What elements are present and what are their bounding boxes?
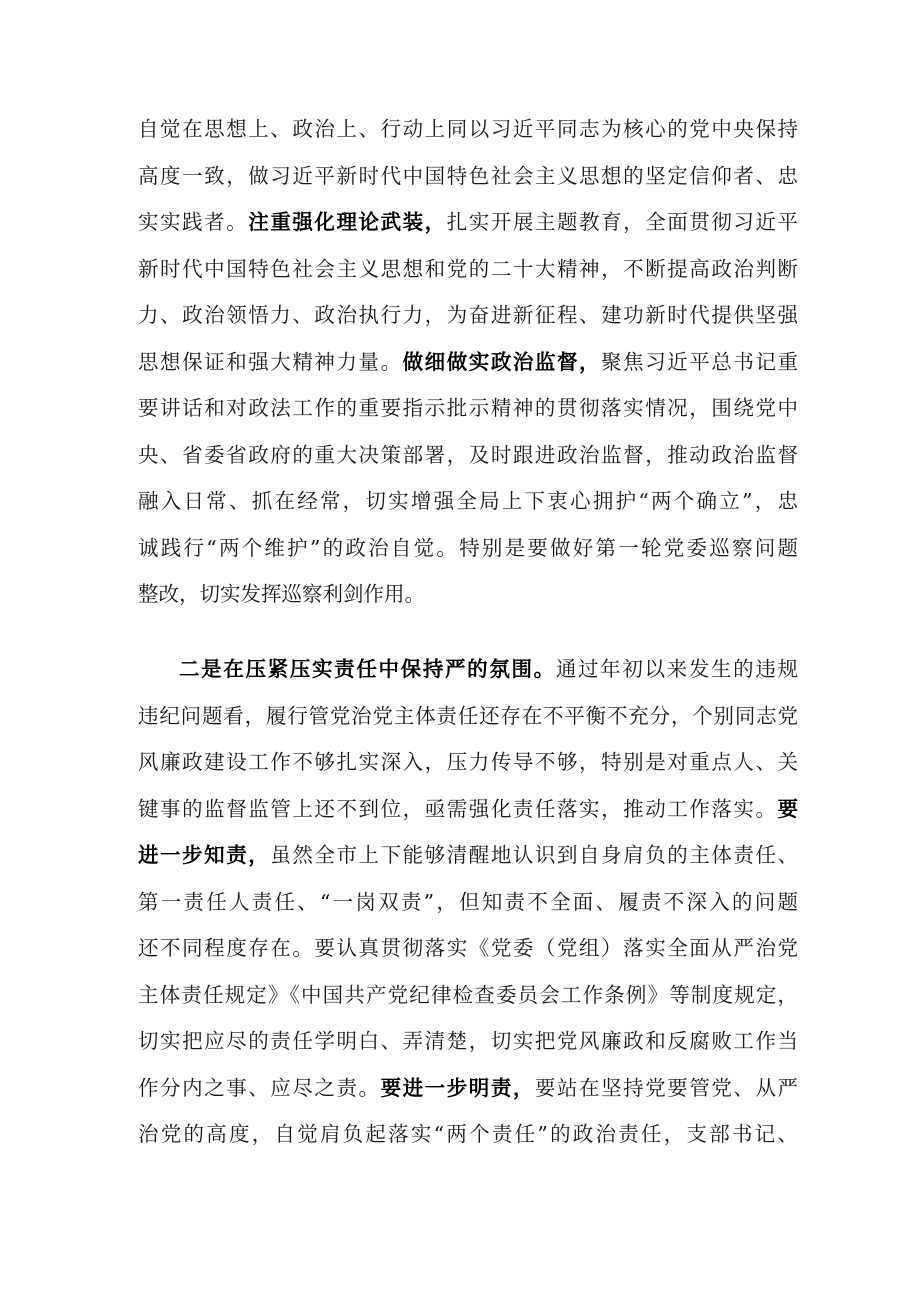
text-line: 思想保证和强大精神力量。做细做实政治监督，聚焦习近平总书记重 — [138, 349, 799, 374]
text-line: 自觉在思想上、政治上、行动上同以习近平同志为核心的党中央保持 — [138, 117, 798, 141]
bold-heading: 要进一步明责， — [380, 1075, 535, 1100]
text-line: 要讲话和对政法工作的重要指示批示精神的贯彻落实情况，围绕党中 — [138, 396, 798, 420]
text-line: 新时代中国特色社会主义思想和党的二十大精神，不断提高政治判断 — [138, 256, 798, 281]
text-line: 治党的高度，自觉肩负起落实“两个责任”的政治责任，支部书记、 — [138, 1122, 798, 1146]
text-line: 高度一致，做习近平新时代中国特色社会主义思想的坚定信仰者、忠 — [138, 163, 798, 188]
bold-heading: 注重强化理论武装， — [248, 210, 447, 234]
paragraph-2 — [138, 646, 798, 1158]
bold-heading: 二是在压紧压实责任中保持严的氛围。 — [179, 657, 556, 681]
text-line: 作分内之事、应尽之责。要进一步明责，要站在坚持党要管党、从严 — [138, 1075, 799, 1100]
text-line: 融入日常、抓在经常，切实增强全局上下衷心拥护“两个确立”，忠 — [138, 489, 798, 513]
bold-heading: 进一步知责， — [138, 843, 271, 867]
text-line: 违纪问题看，履行管党治党主体责任还存在不平衡不充分，个别同志党 — [138, 703, 798, 728]
text-line: 切实把应尽的责任学明白、弄清楚，切实把党风廉政和反腐败工作当 — [138, 1029, 798, 1053]
text-line: 进一步知责，虽然全市上下能够清醒地认识到自身肩负的主体责任、 — [138, 843, 799, 867]
text-line: 第一责任人责任、“一岗双责”，但知责不全面、履责不深入的问题 — [138, 889, 798, 914]
bold-heading: 做细做实政治监督， — [402, 349, 602, 374]
text-line: 风廉政建设工作不够扎实深入，压力传导不够，特别是对重点人、关 — [138, 750, 798, 774]
paragraph-1 — [138, 106, 798, 618]
text-line: 二是在压紧压实责任中保持严的氛围。通过年初以来发生的违规 — [179, 657, 799, 681]
bold-heading: 要 — [777, 796, 798, 821]
text-line: 力、政治领悟力、政治执行力，为奋进新征程、建功新时代提供坚强 — [138, 303, 798, 327]
text-line: 键事的监督监管上还不到位，亟需强化责任落实，推动工作落实。要 — [138, 796, 798, 821]
text-line: 诚践行“两个维护”的政治自觉。特别是要做好第一轮党委巡察问题 — [138, 535, 798, 560]
text-line: 还不同程度存在。要认真贯彻落实《党委（党组）落实全面从严治党 — [138, 936, 798, 960]
text-line: 央、省委省政府的重大决策部署，及时跟进政治监督，推动政治监督 — [138, 442, 798, 467]
text-line: 主体责任规定》《中国共产党纪律检查委员会工作条例》等制度规定， — [138, 982, 798, 1007]
text-line: 整改，切实发挥巡察利剑作用。 — [138, 582, 425, 606]
text-line: 实实践者。注重强化理论武装，扎实开展主题教育，全面贯彻习近平 — [138, 210, 799, 234]
